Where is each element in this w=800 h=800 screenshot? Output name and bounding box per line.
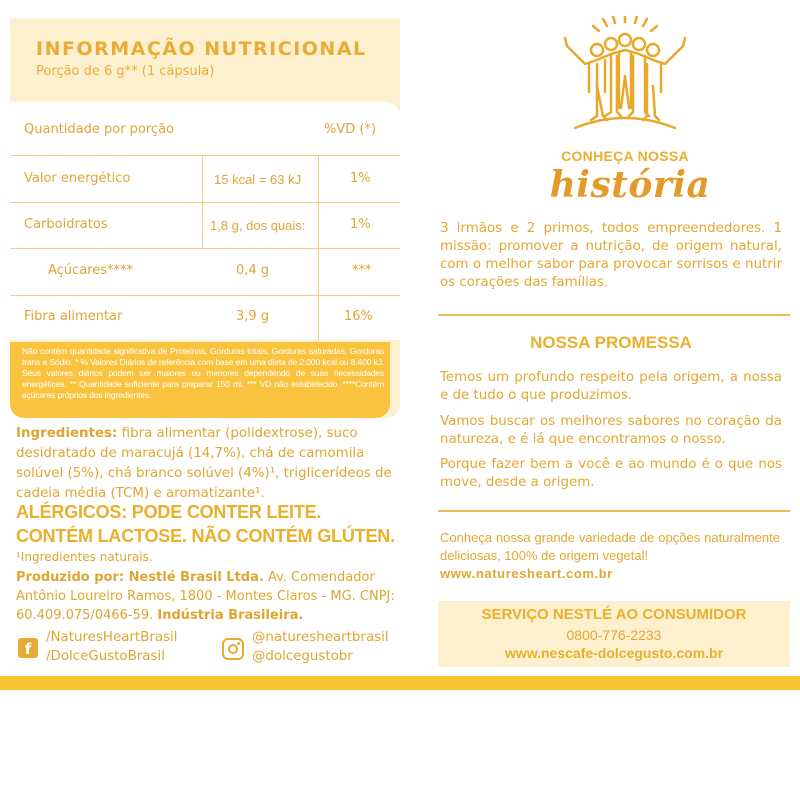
nutrition-footnote: Não contém quantidade significativa de Proteínas, Gorduras totais, Gorduras saturadas, Gorduras trans e Sódio. * % Valores Diários de referência com base em uma dieta de 2.000 kcal ou 8.400 kJ. Seus valores diários podem ser maiores ou menores dependendo de suas necessidades energéticas. ** Quantidade suficiente para preparar 150 ml. *** VD não estabelecido. ****Contém açúcares próprios dos ingredientes. bbox=[22, 346, 384, 400]
ingredients bbox=[16, 424, 404, 504]
table-divider bbox=[10, 202, 400, 203]
facebook-handle-natures[interactable]: /NaturesHeartBrasil bbox=[46, 630, 178, 645]
section-divider bbox=[438, 510, 790, 512]
allergens bbox=[16, 500, 406, 548]
consumer-service-phone[interactable]: 0800-776-2233 bbox=[566, 627, 662, 643]
variety-text: Conheça nossa grande variedade de opções naturalmente deliciosas, 100% de origem vegetal! bbox=[440, 530, 780, 563]
producer-address: Av. Comendador Antônio Loureiro Ramos, 1800 - Montes Claros - MG. CNPJ: 60.409.075/0466-59. bbox=[16, 570, 395, 623]
table-header-label: Quantidade por porção bbox=[24, 122, 175, 137]
history-script-title: história bbox=[549, 164, 711, 206]
table-header-vd: %VD (*) bbox=[324, 122, 377, 137]
row-vd-energy: 1% bbox=[350, 171, 371, 186]
row-label-energy: Valor energético bbox=[24, 171, 131, 186]
table-divider bbox=[10, 295, 400, 296]
row-label-carbs: Carboidratos bbox=[24, 217, 108, 232]
facebook-handles bbox=[46, 628, 177, 666]
promise-paragraph-2: Vamos buscar os melhores sabores no coração da natureza, e é lá que encontramos o nosso. bbox=[440, 414, 782, 447]
promise-paragraph-3: Porque fazer bem a você e ao mundo é o que nos move, desde a origem. bbox=[440, 457, 782, 490]
instagram-icon bbox=[222, 638, 244, 660]
row-amount-sugars: 0,4 g bbox=[236, 263, 270, 278]
table-divider bbox=[10, 248, 400, 249]
history-title: CONHEÇA NOSSA bbox=[561, 148, 689, 164]
ingredients-label: Ingredientes: bbox=[16, 426, 118, 441]
instagram-handle-dolce[interactable]: @dolcegustobr bbox=[252, 649, 353, 664]
instagram-handle-natures[interactable]: @naturesheartbrasil bbox=[252, 630, 389, 645]
consumer-service-title: SERVIÇO NESTLÉ AO CONSUMIDOR bbox=[481, 606, 747, 623]
row-vd-sugars: *** bbox=[352, 263, 372, 278]
row-label-sugars: Açúcares**** bbox=[48, 263, 133, 278]
nutrition-serving: Porção de 6 g** (1 cápsula) bbox=[36, 64, 215, 79]
row-amount-fiber: 3,9 g bbox=[236, 309, 270, 324]
producer-label: Produzido por: Nestlé Brasil Ltda. bbox=[16, 570, 264, 585]
bottom-yellow-band bbox=[0, 676, 800, 690]
row-vd-fiber: 16% bbox=[344, 309, 373, 324]
row-amount-energy: 15 kcal = 63 kJ bbox=[214, 172, 302, 187]
dolce-gusto-link[interactable]: www.nescafe-dolcegusto.com.br bbox=[504, 645, 724, 661]
allergens-line-2: CONTÉM LACTOSE. NÃO CONTÉM GLÚTEN. bbox=[16, 526, 395, 546]
ingredients-text: fibra alimentar (polidextrose), suco desidratado de maracujá (14,7%), chá de camomila solúvel (5%), chá branco solúvel (4%)¹, triglicerídeos de cadeia média (TCM) e aromatizante¹. bbox=[16, 426, 392, 501]
instagram-handles bbox=[252, 628, 389, 666]
history-story: 3 irmãos e 2 primos, todos empreendedores. 1 missão: promover a nutrição, de origem natural, com o melhor sabor para provocar sorrisos e nutrir os corações das famílias. bbox=[440, 221, 782, 290]
table-divider bbox=[10, 155, 400, 156]
table-column-divider bbox=[318, 155, 319, 340]
row-vd-carbs: 1% bbox=[350, 217, 371, 232]
nutrition-title: INFORMAÇÃO NUTRICIONAL bbox=[36, 38, 367, 60]
producer-origin: Indústria Brasileira. bbox=[157, 608, 304, 623]
row-amount-carbs: 1,8 g, dos quais: bbox=[210, 218, 306, 233]
promise-title: NOSSA PROMESSA bbox=[530, 333, 692, 352]
facebook-icon: f bbox=[18, 638, 38, 658]
facebook-handle-dolce[interactable]: /DolceGustoBrasil bbox=[46, 649, 165, 664]
promise-paragraph-1: Temos um profundo respeito pela origem, a nossa e de tudo o que produzimos. bbox=[440, 370, 782, 403]
table-column-divider bbox=[202, 155, 203, 248]
natural-ingredients-note: ¹Ingredientes naturais. bbox=[16, 550, 153, 564]
natures-heart-link[interactable]: www.naturesheart.com.br bbox=[440, 566, 613, 581]
allergens-line-1: ALÉRGICOS: PODE CONTER LEITE. bbox=[16, 502, 322, 522]
section-divider bbox=[438, 314, 790, 316]
family-sun-logo-icon bbox=[555, 16, 695, 144]
row-label-fiber: Fibra alimentar bbox=[24, 309, 123, 324]
producer-info bbox=[16, 568, 408, 625]
